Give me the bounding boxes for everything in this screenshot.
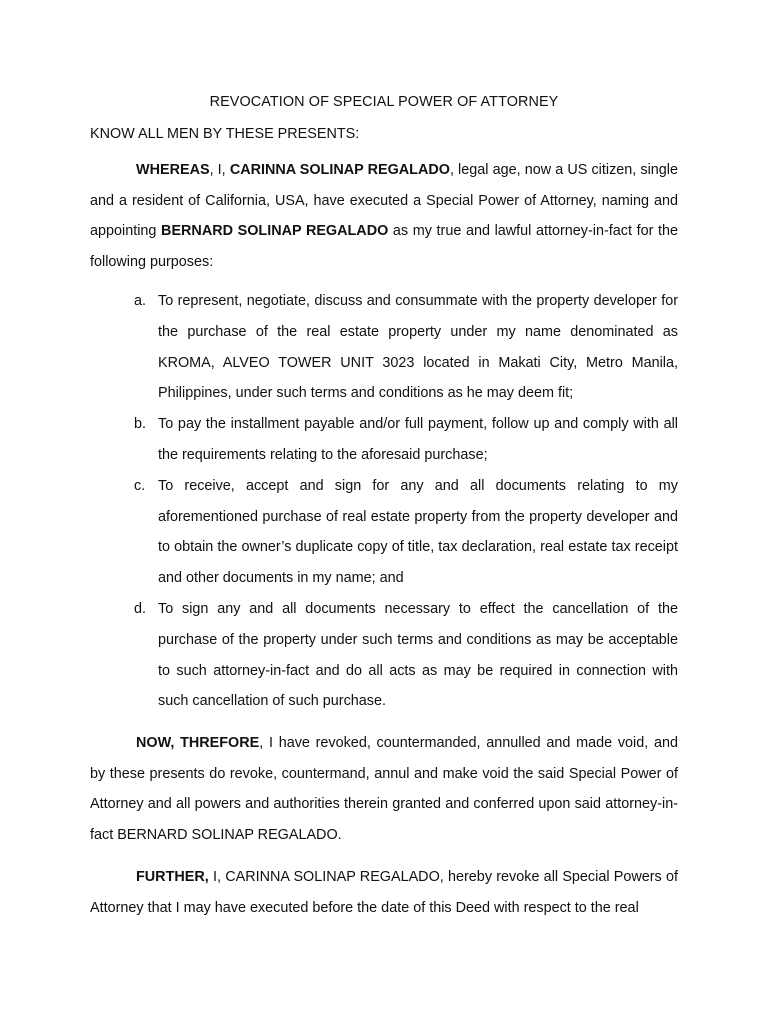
list-item — [134, 471, 678, 594]
further-text: I, CARINNA SOLINAP REGALADO, hereby revoke all Special Powers of Attorney that I may have executed before the date of this Deed with respect to the real — [90, 869, 678, 916]
whereas-text-1: , I, — [209, 162, 230, 178]
list-item — [134, 409, 678, 471]
now-therefore-paragraph — [90, 728, 678, 850]
list-marker: d. — [134, 600, 147, 617]
purposes-list — [134, 286, 678, 717]
whereas-text-2: , legal age, now a US citizen, single and a resident of California, USA, have executed a Special Power of Attorney, naming and appointing — [90, 162, 678, 239]
list-item-text: To represent, negotiate, discuss and consummate with the property developer for the purchase of the real estate property under my name denominated as KROMA, ALVEO TOWER UNIT 3023 located in Makati City, Metro Manila, Philippines, under such terms and conditions as he may deem fit; — [158, 293, 678, 402]
list-item — [134, 594, 678, 717]
list-item — [134, 286, 678, 409]
attorney-name: BERNARD SOLINAP REGALADO — [161, 223, 389, 239]
grantor-name: CARINNA SOLINAP REGALADO — [229, 162, 450, 178]
now-therefore-lead: NOW, THREFORE — [136, 735, 260, 751]
document-title: REVOCATION OF SPECIAL POWER OF ATTORNEY — [209, 94, 559, 110]
list-item-text: To receive, accept and sign for any and all documents relating to my aforementioned purchase of real estate property from the property developer and to obtain the owner’s duplicate copy of title, tax declaration, real estate tax receipt and other documents in my name; and — [158, 477, 678, 587]
now-therefore-text: , I have revoked, countermanded, annulled and made void, and by these presents do revoke, countermand, annul and make void the said Special Power of Attorney and all powers and authorities therein granted and conferred upon said attorney-in-fact BERNARD SOLINAP REGALADO. — [90, 735, 678, 843]
list-item-text: To pay the installment payable and/or full payment, follow up and comply with all the requirements relating to the aforesaid purchase; — [158, 416, 678, 463]
salutation: KNOW ALL MEN BY THESE PRESENTS: — [90, 126, 360, 142]
list-item-text: To sign any and all documents necessary to effect the cancellation of the purchase of the property under such terms and conditions as may be acceptable to such attorney-in-fact and do all acts as may be required in connection with such cancellation of such purchase. — [158, 600, 678, 710]
list-marker: c. — [134, 477, 146, 494]
list-marker: b. — [134, 416, 147, 433]
whereas-lead: WHEREAS — [136, 162, 210, 178]
further-paragraph — [90, 862, 678, 923]
list-marker: a. — [134, 293, 147, 309]
whereas-text-3: as my true and lawful attorney-in-fact for the following purposes: — [90, 223, 679, 270]
whereas-paragraph — [90, 155, 678, 277]
further-lead: FURTHER, — [136, 869, 209, 885]
